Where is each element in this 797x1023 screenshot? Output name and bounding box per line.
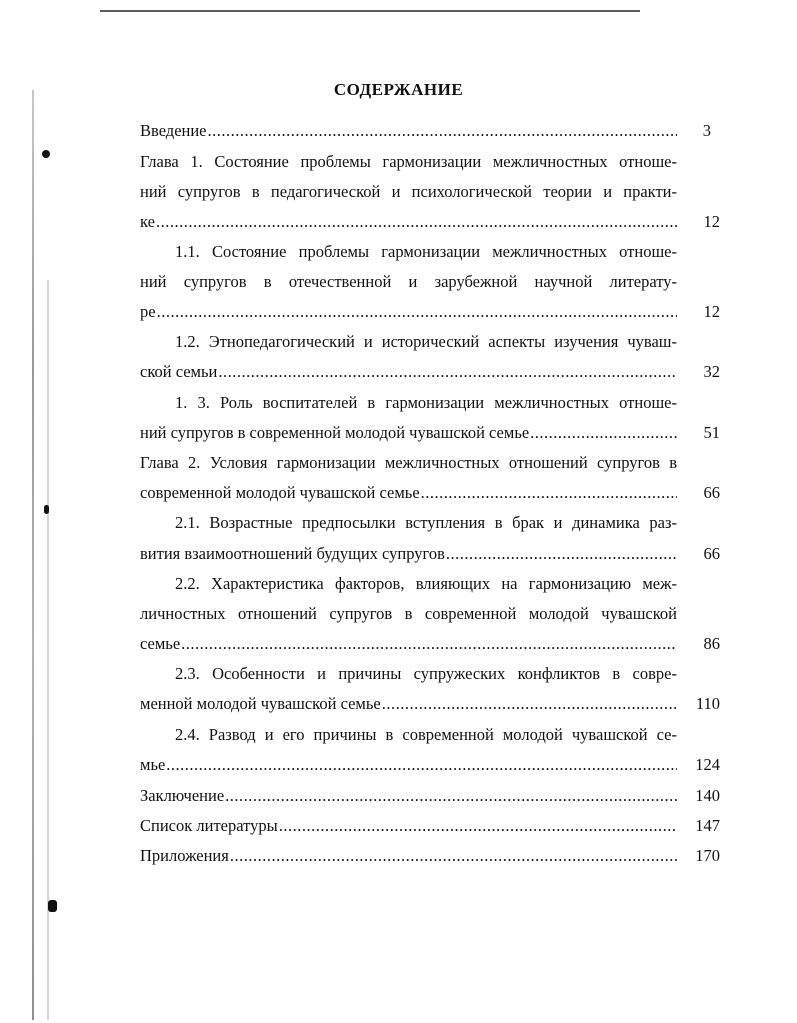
punch-hole-mark: [42, 150, 50, 158]
scan-edge-left: [32, 90, 34, 1020]
toc-entry-text: менной молодой чувашской семье: [140, 694, 381, 713]
toc-entry-section-2-4[interactable]: [140, 753, 677, 777]
toc-entry-text: мье: [140, 755, 166, 774]
toc-entry-text: ре: [140, 302, 156, 321]
toc-entry-chapter-2[interactable]: [140, 481, 677, 505]
toc-dot-leader: [279, 814, 677, 838]
toc-page-number: 51: [703, 423, 720, 442]
toc-entry-section-1-2[interactable]: [140, 360, 677, 384]
toc-dot-leader: [225, 784, 677, 808]
toc-entry-section-1-1[interactable]: [140, 300, 677, 324]
toc-entry-text: вития взаимоотношений будущих супругов: [140, 544, 445, 563]
toc-entry-chapter-1[interactable]: [140, 210, 677, 234]
toc-dot-leader: [156, 210, 677, 234]
toc-page-number: 170: [695, 846, 720, 865]
toc-entry-text: Введение: [140, 121, 207, 140]
toc-page-number: 110: [695, 694, 720, 713]
toc-dot-leader: [530, 421, 677, 445]
toc-entry-section-1-3[interactable]: 1. 3. Роль воспитателей в гармонизации межличностных отноше-: [175, 393, 677, 412]
toc-entry-chapter-1[interactable]: Глава 1. Состояние проблемы гармонизации межличностных отноше-: [140, 152, 677, 171]
toc-entry-introduction[interactable]: [140, 119, 677, 143]
toc-entry-conclusion[interactable]: [140, 784, 677, 808]
toc-entry-text: ской семьи: [140, 362, 218, 381]
toc-entry-text: Список литературы: [140, 816, 278, 835]
toc-page-number: 66: [703, 483, 720, 502]
toc-entry-section-1-3[interactable]: [140, 421, 677, 445]
toc-entry-text: ний супругов в современной молодой чувашской семье: [140, 423, 530, 442]
toc-entry-text: современной молодой чувашской семье: [140, 483, 420, 502]
toc-dot-leader: [382, 692, 677, 716]
toc-page-number: 32: [703, 362, 720, 381]
punch-hole-mark: [44, 505, 49, 514]
toc-entry-chapter-1[interactable]: ний супругов в педагогической и психологической теории и практи-: [140, 182, 677, 201]
toc-page-number: 66: [703, 544, 720, 563]
toc-entry-section-2-4[interactable]: 2.4. Развод и его причины в современной молодой чувашской се-: [175, 725, 677, 744]
toc-entry-section-2-2[interactable]: [140, 632, 677, 656]
toc-entry-chapter-2[interactable]: Глава 2. Условия гармонизации межличностных отношений супругов в: [140, 453, 677, 472]
toc-entry-appendices[interactable]: [140, 844, 677, 868]
toc-dot-leader: [421, 481, 677, 505]
toc-entry-text: Заключение: [140, 786, 225, 805]
toc-entry-text: семье: [140, 634, 181, 653]
toc-dot-leader: [446, 542, 677, 566]
toc-entry-section-1-1[interactable]: 1.1. Состояние проблемы гармонизации межличностных отноше-: [175, 242, 677, 261]
toc-entry-section-2-2[interactable]: личностных отношений супругов в современной молодой чувашской: [140, 604, 677, 623]
toc-entry-section-2-2[interactable]: 2.2. Характеристика факторов, влияющих на гармонизацию меж-: [175, 574, 677, 593]
toc-dot-leader: [157, 300, 677, 324]
punch-hole-mark: [48, 900, 57, 912]
toc-entry-section-2-3[interactable]: [140, 692, 677, 716]
toc-page-number: 3: [702, 121, 711, 140]
toc-dot-leader: [230, 844, 677, 868]
toc-page-number: 86: [703, 634, 720, 653]
toc-page-number: 140: [695, 786, 720, 805]
toc-page-number: 124: [695, 755, 720, 774]
toc-page-number: 147: [695, 816, 720, 835]
toc-entry-section-1-2[interactable]: 1.2. Этнопедагогический и исторический аспекты изучения чуваш-: [175, 332, 677, 351]
toc-entry-bibliography[interactable]: [140, 814, 677, 838]
toc-dot-leader: [218, 360, 677, 384]
toc-entry-section-2-1[interactable]: [140, 542, 677, 566]
toc-dot-leader: [181, 632, 677, 656]
page-title: СОДЕРЖАНИЕ: [333, 80, 464, 99]
toc-entry-section-1-1[interactable]: ний супругов в отечественной и зарубежной научной литерату-: [140, 272, 677, 291]
scan-edge-top: [100, 10, 640, 12]
toc-entry-text: Приложения: [140, 846, 229, 865]
toc-dot-leader: [208, 119, 677, 143]
toc-dot-leader: [166, 753, 677, 777]
toc-page-number: 12: [703, 212, 720, 231]
toc-entry-text: ке: [140, 212, 155, 231]
toc-page-number: 12: [703, 302, 720, 321]
toc-entry-section-2-3[interactable]: 2.3. Особенности и причины супружеских конфликтов в совре-: [175, 664, 677, 683]
toc-entry-section-2-1[interactable]: 2.1. Возрастные предпосылки вступления в брак и динамика раз-: [175, 513, 677, 532]
